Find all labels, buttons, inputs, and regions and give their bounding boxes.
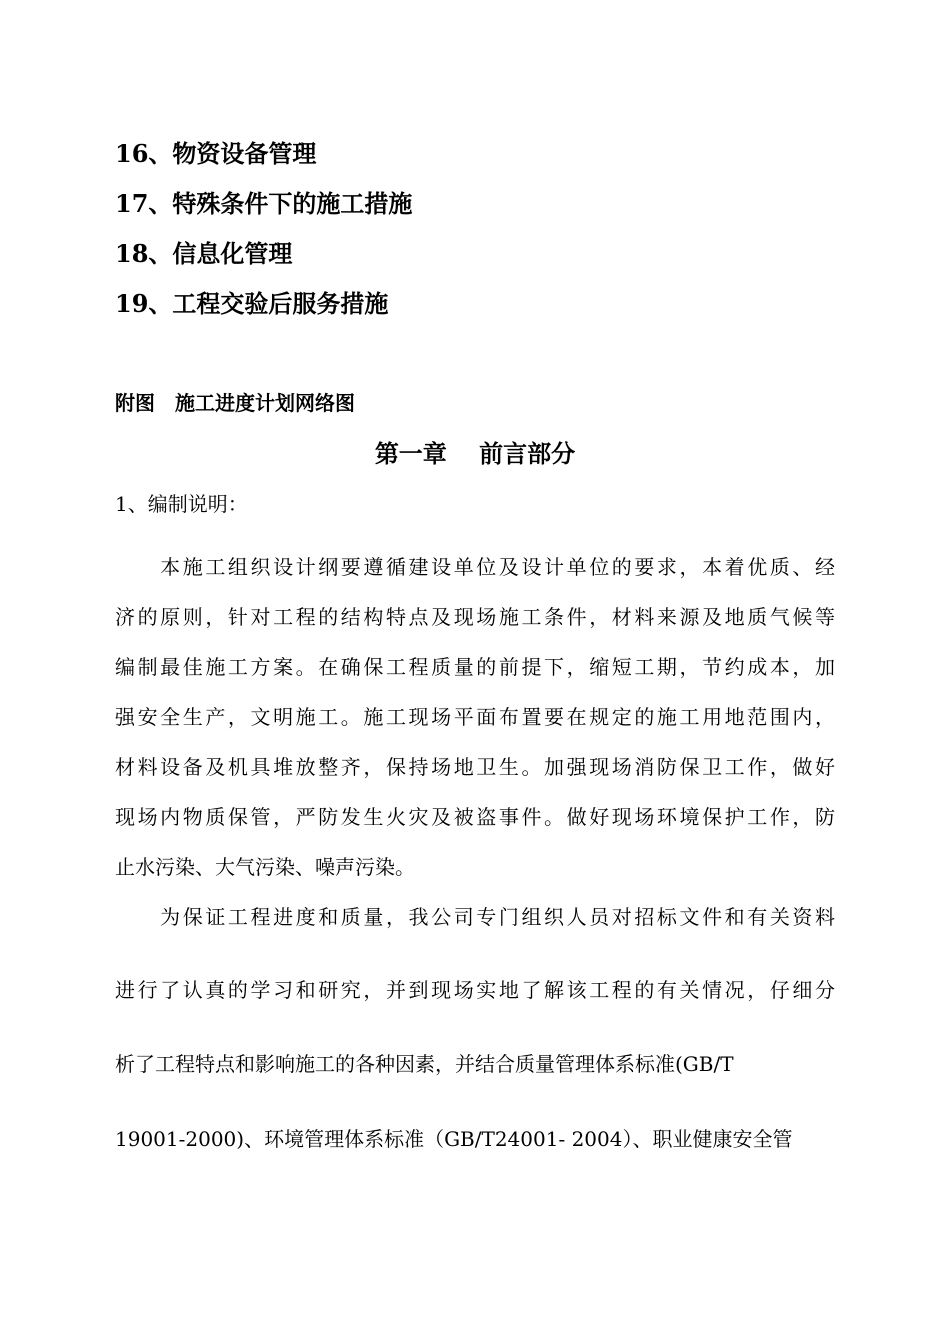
paragraph-line: 材料设备及机具堆放整齐，保持场地卫生。加强现场消防保卫工作，做好 <box>115 755 835 779</box>
paragraph-line: 现场内物质保管，严防发生火灾及被盗事件。做好现场环境保护工作，防 <box>115 805 835 829</box>
chapter-title: 第一章 前言部分 <box>374 439 576 468</box>
paragraph-line: 止水污染、大气污染、噪声污染。 <box>115 855 415 879</box>
paragraph-line: 进行了认真的学习和研究，并到现场实地了解该工程的有关情况，仔细分 <box>115 978 835 1002</box>
paragraph-line: 编制最佳施工方案。在确保工程质量的前提下，缩短工期，节约成本，加 <box>115 655 835 679</box>
paragraph-line: 本施工组织设计纲要遵循建设单位及设计单位的要求，本着优质、经 <box>115 555 835 579</box>
paragraph-line: 析了工程特点和影响施工的各种因素，并结合质量管理体系标准(GB/T <box>115 1052 734 1076</box>
paragraph-line: 19001-2000)、环境管理体系标准（GB/T24001- 2004）、职业健康安全管 <box>115 1127 793 1151</box>
appendix-title: 附图 施工进度计划网络图 <box>115 391 355 415</box>
section-heading: 1、编制说明： <box>115 492 248 516</box>
paragraph-line: 济的原则，针对工程的结构特点及现场施工条件，材料来源及地质气候等 <box>115 605 835 629</box>
paragraph-line: 为保证工程进度和质量，我公司专门组织人员对招标文件和有关资料 <box>115 905 835 929</box>
toc-item: 18、信息化管理 <box>115 239 293 268</box>
toc-item: 17、特殊条件下的施工措施 <box>115 189 413 218</box>
toc-item: 16、物资设备管理 <box>115 139 317 168</box>
toc-item: 19、工程交验后服务措施 <box>115 289 389 318</box>
paragraph-line: 强安全生产，文明施工。施工现场平面布置要在规定的施工用地范围内， <box>115 705 835 729</box>
